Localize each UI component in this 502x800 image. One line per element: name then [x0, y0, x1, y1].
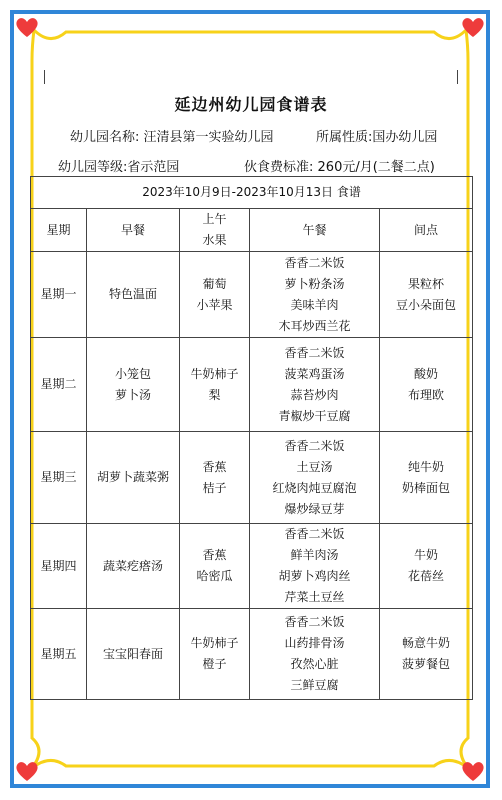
breakfast-item: 萝卜汤: [114, 387, 151, 402]
lunch-item: 芹菜土豆丝: [284, 590, 345, 604]
breakfast-item: 小笼包: [114, 366, 151, 381]
snack-cell: [380, 609, 473, 700]
ownership-value: 国办幼儿园: [372, 130, 438, 145]
table-row: [31, 432, 473, 524]
menu-table: [30, 176, 473, 700]
snack-item: 花蓓丝: [408, 569, 445, 583]
lunch-item: 香香二米饭: [284, 255, 345, 270]
breakfast-cell: [87, 609, 180, 700]
heart-icon: [14, 758, 40, 784]
fruit-item: 香蕉: [202, 548, 227, 562]
lunch-cell: [250, 432, 380, 524]
header-breakfast: 早餐: [87, 209, 180, 252]
day-cell: 星期一: [31, 252, 87, 338]
header-morning-fruit-line2: 水果: [202, 233, 227, 247]
table-row: [31, 609, 473, 700]
lunch-item: 蒜苔炒肉: [290, 387, 339, 402]
snack-cell: [380, 338, 473, 432]
fruit-cell: [180, 524, 250, 609]
ownership-info: [316, 126, 437, 145]
kindergarten-name-info: [70, 126, 274, 145]
date-range-subtitle: 2023年10月9日-2023年10月13日 食谱: [31, 177, 473, 209]
snack-item: 畅意牛奶: [402, 636, 451, 650]
snack-item: 布理欧: [408, 387, 445, 402]
fruit-item: 橙子: [202, 657, 227, 671]
breakfast-item: 蔬菜疙瘩汤: [102, 558, 163, 573]
fee-value: 260元/月(二餐二点): [317, 160, 435, 175]
fruit-item: 香蕉: [202, 459, 227, 474]
table-row: [31, 524, 473, 609]
breakfast-cell: [87, 338, 180, 432]
header-lunch: 午餐: [250, 209, 380, 252]
lunch-item: 香香二米饭: [284, 438, 345, 453]
header-morning-fruit-line1: 上午: [202, 212, 227, 226]
kindergarten-name: 汪清县第一实验幼儿园: [143, 130, 274, 145]
fruit-item: 梨: [208, 387, 221, 402]
lunch-item: 土豆汤: [296, 459, 333, 474]
fruit-item: 葡萄: [202, 276, 227, 291]
snack-cell: [380, 524, 473, 609]
snack-cell: [380, 252, 473, 338]
lunch-item: 爆炒绿豆芽: [284, 501, 345, 516]
snack-item: 豆小朵面包: [396, 297, 457, 312]
fruit-item: 牛奶柿子: [190, 366, 239, 381]
snack-item: 牛奶: [414, 548, 439, 562]
fruit-cell: [180, 609, 250, 700]
heart-icon: [460, 14, 486, 40]
table-row: [31, 338, 473, 432]
ownership-label: 所属性质:: [316, 130, 373, 145]
lunch-item: 青椒炒干豆腐: [278, 408, 351, 423]
lunch-item: 三鲜豆腐: [290, 678, 339, 692]
lunch-cell: [250, 252, 380, 338]
snack-item: 纯牛奶: [408, 459, 445, 474]
snack-cell: [380, 432, 473, 524]
day-cell: 星期二: [31, 338, 87, 432]
snack-item: 酸奶: [414, 366, 439, 381]
table-header-row: [31, 209, 473, 252]
lunch-item: 萝卜粉条汤: [284, 276, 345, 291]
fee-label: 伙食费标准:: [244, 160, 314, 175]
level-label: 幼儿园等级:: [58, 160, 128, 175]
fruit-item: 桔子: [202, 480, 227, 495]
heart-icon: [14, 14, 40, 40]
breakfast-cell: [87, 432, 180, 524]
lunch-item: 红烧肉炖豆腐泡: [272, 480, 357, 495]
lunch-cell: [250, 524, 380, 609]
day-cell: 星期五: [31, 609, 87, 700]
lunch-item: 孜然心脏: [290, 657, 339, 671]
lunch-item: 香香二米饭: [284, 527, 345, 541]
lunch-item: 美味羊肉: [290, 297, 339, 312]
lunch-cell: [250, 609, 380, 700]
snack-item: 菠萝餐包: [402, 657, 451, 671]
fruit-cell: [180, 432, 250, 524]
kindergarten-name-label: 幼儿园名称:: [70, 130, 140, 145]
lunch-item: 香香二米饭: [284, 345, 345, 360]
lunch-item: 菠菜鸡蛋汤: [284, 366, 345, 381]
level-value: 省示范园: [127, 160, 180, 175]
heart-icon: [460, 758, 486, 784]
fruit-item: 小苹果: [196, 297, 233, 312]
breakfast-item: 特色温面: [108, 287, 157, 301]
fruit-item: 牛奶柿子: [190, 636, 239, 650]
table-row: [31, 252, 473, 338]
fee-info: [244, 156, 435, 175]
lunch-item: 木耳炒西兰花: [278, 318, 351, 333]
lunch-item: 鲜羊肉汤: [290, 548, 339, 562]
level-info: [58, 156, 179, 175]
day-cell: 星期三: [31, 432, 87, 524]
header-day: 星期: [31, 209, 87, 252]
day-cell: 星期四: [31, 524, 87, 609]
header-snack: 间点: [380, 209, 473, 252]
fruit-cell: [180, 338, 250, 432]
snack-item: 奶棒面包: [402, 480, 451, 495]
lunch-cell: [250, 338, 380, 432]
breakfast-cell: [87, 252, 180, 338]
fruit-cell: [180, 252, 250, 338]
fruit-item: 哈密瓜: [196, 569, 233, 583]
snack-item: 果粒杯: [408, 276, 445, 291]
menu-document: [30, 78, 472, 698]
page-title: 延边州幼儿园食谱表: [174, 95, 328, 114]
breakfast-item: 胡萝卜蔬菜粥: [96, 470, 169, 484]
lunch-item: 山药排骨汤: [284, 636, 345, 650]
header-morning-fruit: [180, 209, 250, 252]
lunch-item: 胡萝卜鸡肉丝: [278, 569, 351, 583]
breakfast-item: 宝宝阳春面: [102, 646, 163, 661]
breakfast-cell: [87, 524, 180, 609]
lunch-item: 香香二米饭: [284, 615, 345, 629]
